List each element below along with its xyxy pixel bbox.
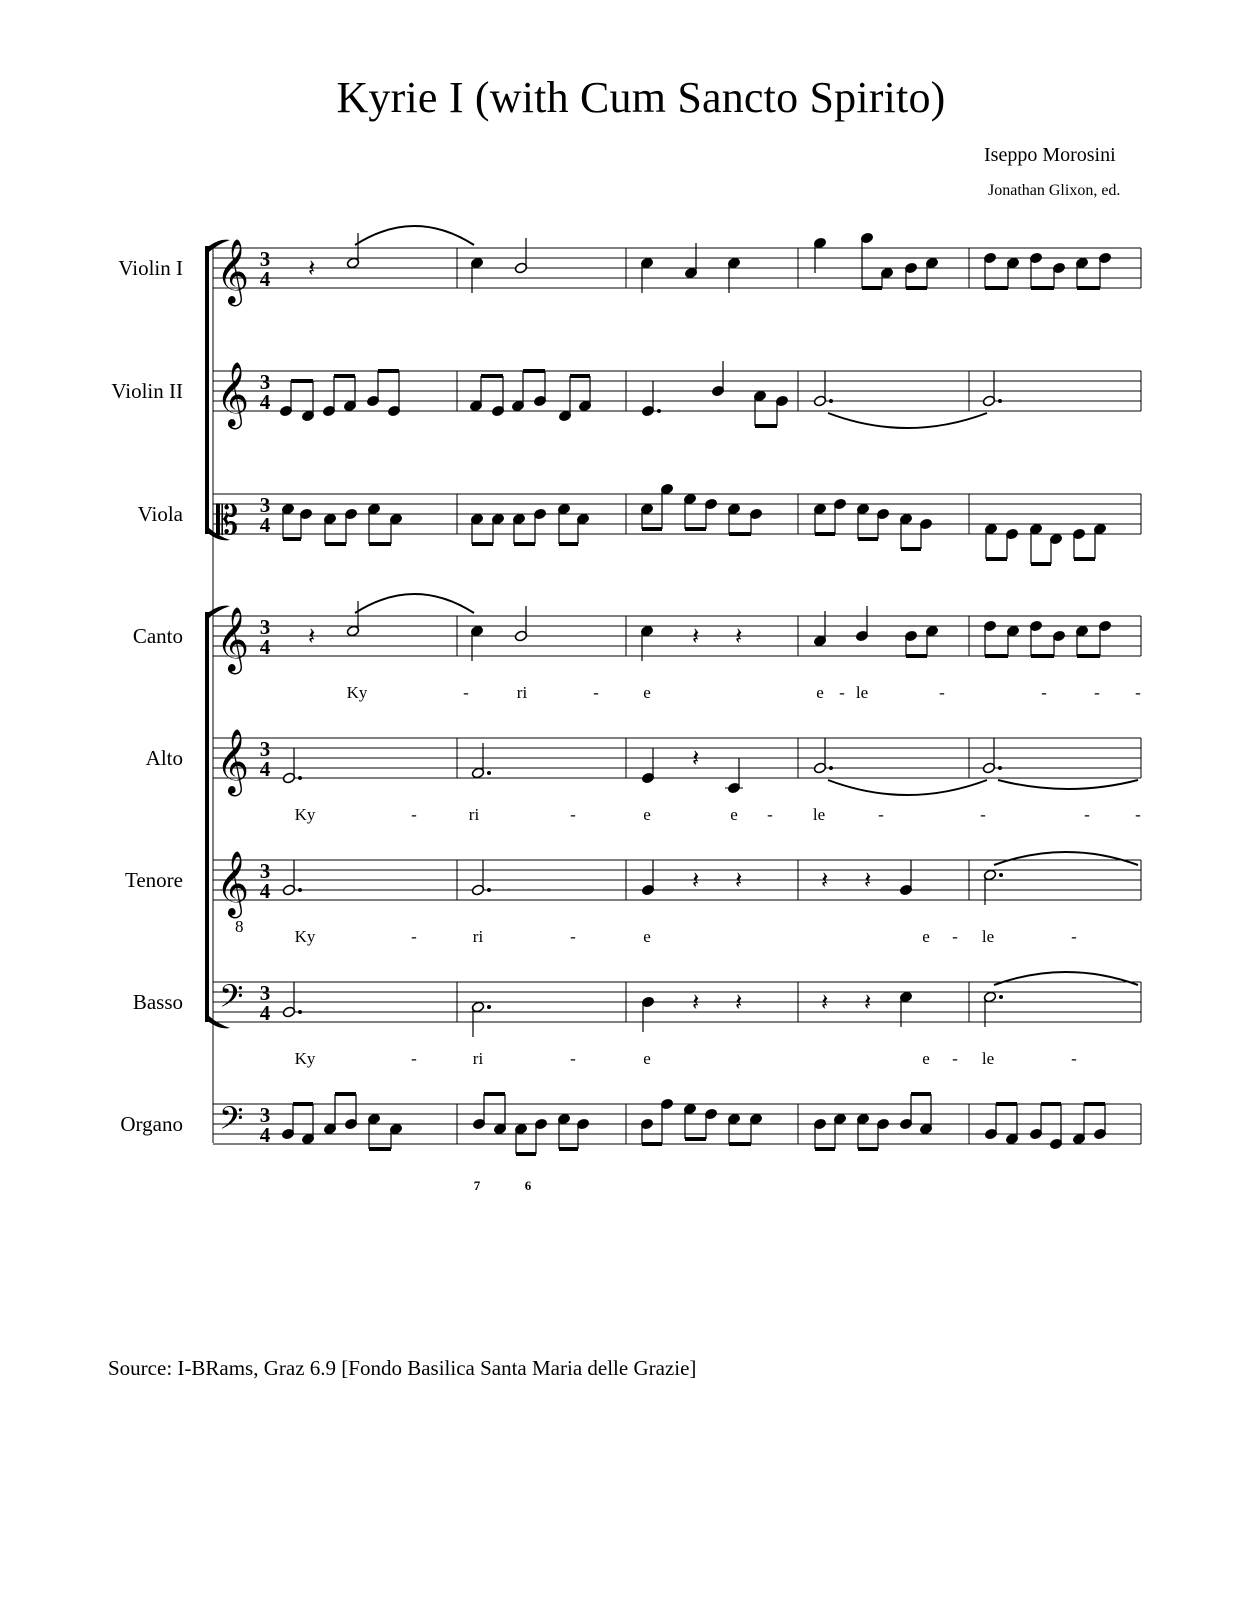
lyric-syllable: e — [643, 805, 651, 824]
quarter-rest-icon: 𝄽 — [864, 988, 872, 1016]
staff-name: Viola — [137, 502, 183, 526]
lyric-syllable: Ky — [346, 683, 368, 702]
bass-clef-icon: 𝄢 — [219, 978, 244, 1022]
alto-clef-icon: 𝄡 — [216, 498, 239, 544]
staff-name: Violin II — [111, 379, 183, 403]
time-sig-top: 3 — [259, 615, 271, 639]
lyric-syllable: - — [939, 683, 945, 702]
lyric-syllable: - — [767, 805, 773, 824]
augmentation-dot — [298, 776, 302, 780]
staff-name: Basso — [132, 990, 183, 1014]
bass-clef-icon: 𝄢 — [219, 1100, 244, 1144]
lyric-syllable: ri — [472, 1049, 484, 1068]
staff-violin-ii — [111, 362, 1141, 429]
slur — [355, 226, 474, 245]
time-sig-top: 3 — [259, 493, 271, 517]
staff-name: Violin I — [118, 256, 183, 280]
quarter-rest-icon: 𝄽 — [308, 622, 316, 650]
lyric-syllable: Ky — [294, 1049, 316, 1068]
augmentation-dot — [657, 409, 661, 413]
lyric-syllable: ri — [516, 683, 528, 702]
lyric-syllable: - — [463, 683, 469, 702]
augmentation-dot — [487, 1005, 491, 1009]
augmentation-dot — [999, 873, 1003, 877]
quarter-rest-icon: 𝄽 — [735, 988, 743, 1016]
augmentation-dot — [829, 766, 833, 770]
staff-name: Organo — [120, 1112, 183, 1136]
time-sig-top: 3 — [259, 737, 271, 761]
staff-violin-i — [118, 239, 1141, 306]
treble-clef-icon: 𝄞 — [216, 362, 250, 427]
quarter-rest-icon: 𝄽 — [692, 988, 700, 1016]
slur — [994, 852, 1138, 865]
lyric-syllable: - — [570, 1049, 576, 1068]
lyric-syllable: e — [643, 683, 651, 702]
octave-mark: 8 — [235, 917, 244, 936]
lyric-syllable: - — [952, 927, 958, 946]
slur — [355, 594, 474, 613]
time-sig-bottom: 4 — [259, 1123, 271, 1147]
source-note: Source: I-BRams, Graz 6.9 [Fondo Basilica Santa Maria delle Grazie] — [108, 1356, 697, 1380]
lyric-syllable: - — [593, 683, 599, 702]
lyric-syllable: - — [1084, 805, 1090, 824]
augmentation-dot — [998, 766, 1002, 770]
lyric-syllable: e — [922, 927, 930, 946]
time-sig-top: 3 — [259, 370, 271, 394]
staff-alto — [146, 729, 1141, 796]
time-sig-top: 3 — [259, 247, 271, 271]
lyric-syllable: - — [1135, 805, 1141, 824]
piece-title: Kyrie I (with Cum Sancto Spirito) — [336, 73, 946, 122]
augmentation-dot — [298, 888, 302, 892]
treble-clef-icon: 𝄞 — [216, 607, 250, 672]
composer-name: Iseppo Morosini — [984, 144, 1116, 166]
slur — [994, 972, 1138, 985]
slur — [998, 780, 1138, 789]
lyric-syllable: ri — [468, 805, 480, 824]
lyric-syllable: e — [643, 927, 651, 946]
staff-name: Alto — [145, 746, 183, 770]
figured-bass-figure: 7 — [473, 1178, 481, 1193]
lyric-syllable: le — [981, 1049, 995, 1068]
lyric-syllable: - — [411, 1049, 417, 1068]
lyric-syllable: - — [411, 927, 417, 946]
lyric-syllable: - — [411, 805, 417, 824]
lyric-syllable: - — [570, 805, 576, 824]
time-sig-top: 3 — [259, 859, 271, 883]
quarter-rest-icon: 𝄽 — [735, 622, 743, 650]
lyric-syllable: - — [1041, 683, 1047, 702]
time-sig-top: 3 — [259, 981, 271, 1005]
figured-bass-figure: 6 — [524, 1178, 532, 1193]
lyric-syllable: e — [643, 1049, 651, 1068]
time-sig-bottom: 4 — [259, 635, 271, 659]
lyric-syllable: - — [839, 683, 845, 702]
lyric-syllable: Ky — [294, 927, 316, 946]
quarter-rest-icon: 𝄽 — [692, 622, 700, 650]
augmentation-dot — [829, 399, 833, 403]
slur — [828, 780, 987, 795]
lyric-syllable: - — [1094, 683, 1100, 702]
lyric-syllable: e — [730, 805, 738, 824]
lyric-syllable: - — [878, 805, 884, 824]
quarter-rest-icon: 𝄽 — [692, 744, 700, 772]
augmentation-dot — [298, 1010, 302, 1014]
treble-8vb-clef-icon: 𝄞 — [216, 851, 250, 916]
lyric-syllable: - — [570, 927, 576, 946]
quarter-rest-icon: 𝄽 — [308, 254, 316, 282]
lyric-syllable: Ky — [294, 805, 316, 824]
staff-name: Tenore — [125, 868, 183, 892]
quarter-rest-icon: 𝄽 — [735, 866, 743, 894]
lyric-syllable: e — [816, 683, 824, 702]
lyric-syllable: le — [981, 927, 995, 946]
staff-organo — [120, 1100, 1141, 1147]
augmentation-dot — [487, 888, 491, 892]
editor-credit: Jonathan Glixon, ed. — [988, 182, 1121, 199]
lyric-syllable: - — [1071, 1049, 1077, 1068]
treble-clef-icon: 𝄞 — [216, 729, 250, 794]
time-sig-bottom: 4 — [259, 757, 271, 781]
time-sig-bottom: 4 — [259, 879, 271, 903]
augmentation-dot — [999, 995, 1003, 999]
lyric-syllable: - — [1135, 683, 1141, 702]
staff-name: Canto — [132, 624, 183, 648]
treble-clef-icon: 𝄞 — [216, 239, 250, 304]
quarter-rest-icon: 𝄽 — [821, 866, 829, 894]
quarter-rest-icon: 𝄽 — [821, 988, 829, 1016]
time-sig-bottom: 4 — [259, 513, 271, 537]
staff-canto — [133, 607, 1141, 674]
time-sig-bottom: 4 — [259, 267, 271, 291]
quarter-rest-icon: 𝄽 — [864, 866, 872, 894]
lyric-syllable: le — [812, 805, 826, 824]
lyric-syllable: le — [855, 683, 869, 702]
lyric-syllable: ri — [472, 927, 484, 946]
slur — [828, 413, 987, 428]
time-sig-top: 3 — [259, 1103, 271, 1127]
lyric-syllable: - — [952, 1049, 958, 1068]
lyric-syllable: - — [980, 805, 986, 824]
augmentation-dot — [998, 399, 1002, 403]
staff-viola — [138, 493, 1141, 544]
staff-tenore — [125, 851, 1141, 936]
lyric-syllable: - — [1071, 927, 1077, 946]
lyric-syllable: e — [922, 1049, 930, 1068]
time-sig-bottom: 4 — [259, 1001, 271, 1025]
augmentation-dot — [487, 771, 491, 775]
quarter-rest-icon: 𝄽 — [692, 866, 700, 894]
time-sig-bottom: 4 — [259, 390, 271, 414]
